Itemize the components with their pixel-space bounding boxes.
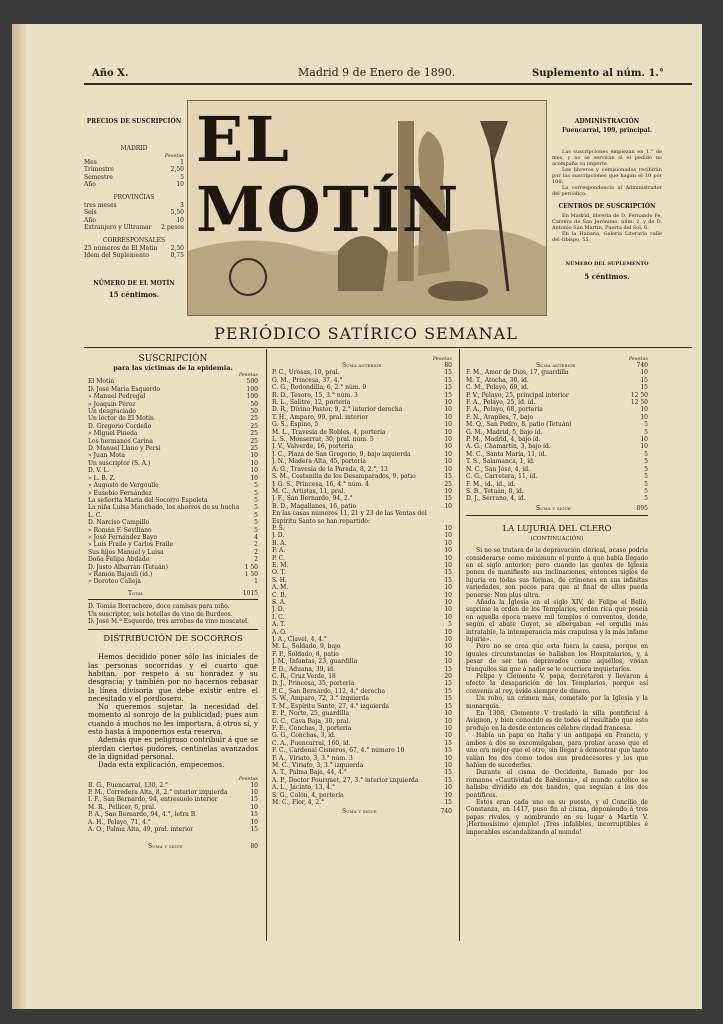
distribution-row: G. M., Princesa, 37, 4.° 15 <box>272 376 452 384</box>
distribution-row: C. A., Fuencarral, 160, íd. 15 <box>272 739 452 747</box>
admin-note: Los libreros y comisionados recibirán por las suscripciones que hagan el 10 por 100. <box>552 166 662 185</box>
distribution-row: F. P., Soldado, 8, patio 10 <box>272 650 452 658</box>
distribution-row: J. F., San Bernardo, 94, 2.° 15 <box>272 495 452 503</box>
col2-suma-sigue: Suma y sigue 740 <box>342 808 452 816</box>
price-row: Idem del Suplemento 0,75 <box>84 252 184 260</box>
distribution-row: M. L., Soldado, 9, bajo 10 <box>272 643 452 651</box>
distribution-row: P. C. 10 <box>272 554 452 562</box>
distribution-row: M. C., Viriato, 3, 3.° izquierda 10 <box>272 761 452 769</box>
distribution-row: F. M., íd., íd., íd. 5 <box>466 480 648 488</box>
page-spine <box>12 24 26 1009</box>
distribution-row: C. G., Redondilla, 6, 2.° núm. 9 15 <box>272 384 452 392</box>
centro-item: En la Habana, Galería Literaria calle del Obispo, 55. <box>552 231 662 244</box>
distribution-row: C. R., Cruz Verde, 18 20 <box>272 673 452 681</box>
pesetas-label: Pesetas <box>164 152 184 159</box>
admin-note: La correspondencia al Administrador del periódico. <box>552 184 662 197</box>
distribution-row: S. H. 15 <box>272 576 452 584</box>
distribution-row: A. O. 10 <box>272 628 452 636</box>
column-1 <box>88 354 258 851</box>
subscription-row: Un lector de El Motín 25 <box>88 415 258 423</box>
column-3 <box>466 356 648 836</box>
price-row: Año 10 <box>84 216 184 224</box>
subscription-row: L. C. 5 <box>88 511 258 519</box>
distribution-row: T. S., Salamanca, 1, íd. 5 <box>466 458 648 466</box>
centros-list <box>552 213 662 243</box>
price-row: Semestre 5 <box>84 173 184 181</box>
admin-address: Fuencarral, 109, principal. <box>562 127 652 135</box>
admin-box <box>552 118 662 280</box>
distribution-row: J. M., Infantas, 23, guardilla 10 <box>272 658 452 666</box>
subscription-row: » Juan Mota 10 <box>88 452 258 460</box>
donation-note: Un suscriptor, seis botellas de vino de Burdeos. <box>88 610 233 618</box>
provincias-price-list <box>84 202 184 232</box>
distribution-row: I. F., San Bernardo, 94, entresuelo interior 15 <box>88 796 258 804</box>
admin-note: Las suscripciones empiezan en 1.° de mes, y no se servirán si el pedido no acompaña su importe. <box>552 148 662 167</box>
distribution-row: L. S., Monserrat, 30, pral. núm. 5 10 <box>272 436 452 444</box>
distribution-row: C. B. 10 <box>272 591 452 599</box>
donation-note: D. José M.ª Esquerdo, tres arrobas de vino moscatel. <box>88 618 249 625</box>
subscription-row: Los hermanos Carina 25 <box>88 437 258 445</box>
distribution-row: D. J., Serrano, 4, íd. 5 <box>466 495 648 503</box>
distribution-row: E. P., Norte, 25, guardilla 10 <box>272 710 452 718</box>
distribution-row: T. H., Amparo, 99, pral. interior 10 <box>272 413 452 421</box>
distribution-row: P. C., San Bernardo, 112, 4.° derecha 15 <box>272 687 452 695</box>
distribution-row: J. D. 10 <box>272 606 452 614</box>
subscription-total: Total 1015 <box>128 589 258 597</box>
distribution-row: J. V., Valverde, 16, portería 10 <box>272 443 452 451</box>
distribution-row: M. C., Artistas, 11, pral. 10 <box>272 487 452 495</box>
distribution-list <box>88 782 258 834</box>
distribution-row: B. D., Magallanes, 16, patio 10 <box>272 502 452 510</box>
price-row: tres meses 3 <box>84 201 184 209</box>
distribution-row: F. A., Pelayo, 68, portería 10 <box>466 406 648 414</box>
distribution-row: F. A., Viriato, 3, 3.° núm. 3 10 <box>272 754 452 762</box>
distribution-row: J. D. 10 <box>272 532 452 540</box>
subscription-heading: SUSCRIPCIÓN <box>138 354 208 364</box>
distribution-row: P. M., Corredera Alta, 8, 2.° interior izquierda 10 <box>88 788 258 796</box>
distribution-row: A. G., Chamartín, 3, bajo íd. 10 <box>466 443 648 451</box>
distribution-row: S. B., Tetuán, 8, íd. 5 <box>466 487 648 495</box>
distribution-row: P. C., Urosas, 10, pral. 15 <box>272 369 452 377</box>
subscription-row: » Augusto de Vergoulle 5 <box>88 482 258 490</box>
distribution-row: N. C., San José, 4, íd. 5 <box>466 465 648 473</box>
top-body-rule <box>84 347 692 348</box>
issue-price-heading: NÚMERO DE EL MOTÍN <box>93 279 175 287</box>
subscription-row: D. V. L. 10 <box>88 467 258 475</box>
subscription-row: » Román F. Sevillano 5 <box>88 526 258 534</box>
article-text <box>466 547 648 836</box>
subscription-row: D. Narciso Campillo 5 <box>88 519 258 527</box>
distribution-row: P. M., Madrid, 4, bajo íd. 10 <box>466 436 648 444</box>
distribution-paragraph: No queremos sujetar la necesidad del momento al sonrojo de la publicidad; pues aun cuando á muchos no les importara, á otros sí, y esto basta á imponernos esta reserva. <box>88 703 258 737</box>
distribution-paragraph: Hemos decidido poner sólo las iniciales de las personas socorridas y el cuarto que habitan, por respeto á su honradez y su desgracia; y también por no hacernos rebasar la línea divisoria que debe existir entre el necesitado y el pordiosero. <box>88 653 258 703</box>
subscription-row: La niña Luisa Manchado, los ahorros de su hucha 5 <box>88 504 258 512</box>
distribution-row: G. S., Espino, 5 10 <box>272 421 452 429</box>
subscription-row: Un suscriptor (S. A.) 10 <box>88 459 258 467</box>
col3-suma-sigue: Suma y sigue 895 <box>536 504 648 512</box>
distribution-row: S. W., Amparo, 72, 3.° izquierda 15 <box>272 695 452 703</box>
distribution-row: J. N., Madera Alta, 45, portería 10 <box>272 458 452 466</box>
distribution-row: G. M., Madrid, 5, bajo íd. 5 <box>466 428 648 436</box>
donation-notes <box>88 603 258 625</box>
distribution-row: I. C. 10 <box>272 613 452 621</box>
corresponsales-price-list <box>84 245 184 260</box>
article-subheading: (CONTINUACIÓN) <box>530 536 584 543</box>
subscription-row: » L. B. Z. 10 <box>88 474 258 482</box>
distribution-row: M. R., Pellicer, 6, pral. 10 <box>88 803 258 811</box>
provincias-heading: PROVINCIAS <box>113 194 155 202</box>
masthead-illustration <box>187 100 547 316</box>
distribution-row: F. A., Pelayo, 25, íd. íd. 12 50 <box>466 399 648 407</box>
centros-heading: CENTROS DE SUSCRIPCIÓN <box>558 202 656 210</box>
subscription-row: D. José María Esquerdo 100 <box>88 385 258 393</box>
distribution-row: G. G., Conchas, 3, íd. 10 <box>272 732 452 740</box>
distribution-row: G. C., Cava Baja, 30, pral. 10 <box>272 717 452 725</box>
distribution-row: O. T. 15 <box>272 569 452 577</box>
col2-suma-anterior: Suma anterior 80 <box>342 362 452 369</box>
subscription-list <box>88 378 258 585</box>
col1-suma-sigue: Suma y sigue 80 <box>148 843 258 851</box>
article-heading: LA LUJURIA DEL CLERO <box>502 524 612 535</box>
price-row: Año 10 <box>84 181 184 189</box>
distribution-row: S. G., Colón, 4, portería 10 <box>272 791 452 799</box>
article-paragraph: Durante el cisma de Occidente, llamado por los romanos «Cautividad de Babilonia», el mundo católico se hallaba dividido en dos bandos, que seguían á los dos pontífices. <box>466 769 648 799</box>
distribution-row: A. M. 10 <box>272 584 452 592</box>
article-paragraph: Si no se tratara de la depravación clerical, acaso podría considerarse como máximum el punto á que había llegado en el siglo anterior; pero cuando las gentes de Iglesia ponen de manifiesto sus inclinaciones, entonces siglos de lujuria en todas sus formas, de crímenes en sus infinitas variedades, son pocos para que al final de ellos pueda ponerse: Non plus ultra. <box>466 547 648 599</box>
distribution-row: B. A. 10 <box>272 539 452 547</box>
supplement-price: 5 céntimos. <box>584 271 630 281</box>
distribution-row: F. E., Conchas, 3, portería 10 <box>272 724 452 732</box>
distribution-row: A. H., Pelayo, 71, 4.° 10 <box>88 818 258 826</box>
admin-heading: ADMINISTRACIÓN <box>574 118 640 125</box>
subscription-row: D. Manuel Llano y Persi 25 <box>88 445 258 453</box>
distribution-row: T. M., Espíritu Santo, 27, 4.° izquierda 15 <box>272 702 452 710</box>
column-rule-1 <box>266 349 267 941</box>
col3-pesetas-label: Pesetas <box>628 356 648 362</box>
subscription-row: » Joaquín Pérez 50 <box>88 400 258 408</box>
distribution-row: M. C., Santa María, 11, íd. 5 <box>466 450 648 458</box>
distribution-row: A. T. 5 <box>272 621 452 629</box>
subscription-row: » José Fernández Bayo 4 <box>88 533 258 541</box>
price-row: Trimestre 2,50 <box>84 166 184 174</box>
distribution-row: M. Q., San Pedro, 8, patio (Tetuán) 5 <box>466 421 648 429</box>
subscription-row: » Eusebio Fernández 5 <box>88 489 258 497</box>
distribution-row: S. M., Costanilla de los Desamparados, 9, patio 15 <box>272 473 452 481</box>
issue-price: 15 céntimos. <box>108 290 160 300</box>
distribution-row: M. C., Flor, 4, 2.° 15 <box>272 798 452 806</box>
admin-notes <box>552 149 662 197</box>
price-row: Mes 1 <box>84 158 184 166</box>
subscription-row: D. Justo Albarrán (Tetuán) 1 50 <box>88 563 258 571</box>
distribution-row: M. T., Atocha, 30, íd. 15 <box>466 376 648 384</box>
subscription-row: D. Gregorio Cordeño 25 <box>88 422 258 430</box>
distribution-row: P. A., San Bernardo, 94, 4.°, letra B. 15 <box>88 811 258 819</box>
distribution-row: J. G. S., Princesa, 16, 4.° núm. 4 25 <box>272 480 452 488</box>
article-paragraph: En 1308, Clemente V trasladó la silla pontificial á Avignon, y bien conocido es de todos el resultado que esto produjo en la desde entonces célebre ciudad francesa. <box>466 710 648 732</box>
subscription-row: » Manuel Pedregal 100 <box>88 393 258 401</box>
subscription-row: Un desgraciado 50 <box>88 408 258 416</box>
distribution-row: F. M., Amor de Dios, 17, guardilla 10 <box>466 369 648 377</box>
article-paragraph: Pero no se crea que esta fuera la causa, porque en iguales circunstancias se hallaban los Hospitalarios, y, á pesar de ser tan depravados como aquéllos, vivían tranquilos sin que á nadie se le ocurriera inquietarlos. <box>466 643 648 673</box>
price-row: Extranjero y Ultramar 2 pesos <box>84 224 184 232</box>
distribution-paragraph: Además que es peligroso contribuir á que se pierdan ciertos pudores, centinelas avanzados de la dignidad personal. <box>88 736 258 761</box>
distribution-row: D. R., Divino Pastor, 9, 2.° interior derecha 10 <box>272 406 452 414</box>
article-paragraph: Estos eran cada uno en su puesto, y el Concilio de Constanza, en 1417, puso fin al cisma, deponiendo á tres papas rivales, y nombrando en su lugar á Martín V. ¡Hermosísimo ejemplo! ¡Tres infalibles, incorruptibles é impecables escandalizando al mundo! <box>466 798 648 836</box>
subscription-subheading: para las víctimas de la epidemia. <box>113 364 233 372</box>
distribution-row: F. N., Arapiles, 7, bajo 10 <box>466 413 648 421</box>
subscription-row: Doña Felipa Abdado 2 <box>88 556 258 564</box>
column-rule-2 <box>459 349 460 941</box>
prices-box <box>84 118 184 299</box>
prices-heading: PRECIOS DE SUSCRIPCIÓN <box>86 118 182 125</box>
col2-pesetas-label: Pesetas <box>432 356 452 362</box>
subscription-row: Sus hijos Manuel y Luisa 2 <box>88 548 258 556</box>
madrid-price-list <box>84 159 184 189</box>
distribution-row: P. V., Pelayo, 25, principal interior 12 50 <box>466 391 648 399</box>
distribution-text <box>88 653 258 769</box>
centro-item: En Madrid, librería de D. Fernando Fe, Carrera de San Jerónimo, núm. 2, y de D. Antonio San Martín, Puerta del Sol, 6. <box>552 213 662 232</box>
subscription-row: » Ramón Bajauli (íd.) 1 50 <box>88 570 258 578</box>
column-2 <box>272 356 452 816</box>
masthead-subtitle: PERIÓDICO SATÍRICO SEMANAL <box>214 324 518 343</box>
col3-suma-anterior: Suma anterior 740 <box>536 362 648 369</box>
distribution-row: F. C., Cardenal Cisneros, 67, 4.° número 10 15 <box>272 747 452 755</box>
distribution-list-2 <box>272 369 452 806</box>
distribution-row: A. T., Palma Baja, 44, 4.° 15 <box>272 769 452 777</box>
issue-date: Madrid 9 de Enero de 1890. <box>298 66 456 79</box>
distribution-row: J. C., Plaza de San Gregorio, 9, bajo izquierda 10 <box>272 450 452 458</box>
distribution-row: B. G., Fuencarral, 130, 2.° 10 <box>88 781 258 789</box>
distribution-row: D. J., Princesa, 35, portería 15 <box>272 680 452 688</box>
donation-note: D. Tomás Borrachero, doce camisas para niño. <box>88 603 230 611</box>
distribution-row: En las casas números 11, 21 y 23 de las Ventas del Espíritu Santo se han repartido: <box>272 510 427 525</box>
masthead-title: EL MOTÍN <box>196 103 461 246</box>
distribution-row: A. L., Jacinto, 13, 4.° 10 <box>272 784 452 792</box>
distribution-row: A. G., Travesía de la Parada, 8, 2.°, 13 10 <box>272 465 452 473</box>
subscription-row: El Motín 500 <box>88 378 258 386</box>
distribution-row: F. A. 10 <box>272 547 452 555</box>
distribution-list-3 <box>466 369 648 502</box>
distribution-row: R. L., Salitre, 12, portería 10 <box>272 399 452 407</box>
distribution-row: E. M. 10 <box>272 561 452 569</box>
article-paragraph: Añada la Iglesia en el siglo XIV, de Felipe el Bello, suprime la orden de los Templarios, orden rica que poseía en aquella época nueve mil templos ó conventos, donde, según el abate Guyot, se albergaban «el orgullo más intratable, la intemperancia más crapulosa y la más infame lujuria». <box>466 598 648 643</box>
distribution-row: J. A., Clavel, 4, 4.° 10 <box>272 636 452 644</box>
distribution-row: M. L., Travesía de Robles, 4, portería 10 <box>272 428 452 436</box>
subscription-row: La señorita María del Socorro Espeleta 5 <box>88 496 258 504</box>
distribution-row: A. O., Palma Alta, 49, pral. interior 15 <box>88 826 258 833</box>
col1-pesetas-label: Pesetas <box>238 372 258 379</box>
article-paragraph: Felipe y Clemente V, papa, decretaron y llevaron á efecto la desaparición de los Templarios, porque así convenía al rey, ávido siempre de dinero. <box>466 673 648 695</box>
distribution-row: C. M., Pelayo, 69, íd. 15 <box>466 384 648 392</box>
subscription-row: » Doroteo Calleja 1 <box>88 578 258 586</box>
article-paragraph: Había un papa en Italia y un antipapa en Francia, y ambos á dos se excomulgaban, para probar acaso que el uno era mejor que el otro, sin llegar á demostrar que tanto valían los dos como todos sus predecesores y los que habían de sucederles. <box>466 732 648 769</box>
article-paragraph: Un robo, un crimen más, cometido por la Iglesia y la monarquía. <box>466 695 648 710</box>
header-rule <box>84 83 692 85</box>
distribution-row: S. A. 10 <box>272 599 452 606</box>
distribution-row: P. S. 10 <box>272 524 452 532</box>
distribution-row: A. P., Doctor Fourquet, 27, 3.° interior izquierda 15 <box>272 776 452 784</box>
distribution-heading: DISTRIBUCIÓN DE SOCORROS <box>103 634 243 645</box>
distribution-paragraph: Dada esta explicación, empecemos. <box>98 761 225 770</box>
col1-pesetas-label-2: Pesetas <box>238 775 258 782</box>
price-row: 25 números de El Motín 2,50 <box>84 244 184 252</box>
subscription-row: » Luis Fraile y Carlos Fraile 2 <box>88 541 258 549</box>
corresponsales-heading: CORRESPONSALES <box>102 237 166 245</box>
supplement-price-heading: NÚMERO DEL SUPLEMENTO <box>565 261 649 268</box>
issue-year: Año X. <box>92 68 129 79</box>
price-row: Seis 5,50 <box>84 209 184 217</box>
supplement-number: Suplemento al núm. 1.° <box>532 68 664 79</box>
distribution-row: C. G., Carretera, 11, íd. 5 <box>466 473 648 481</box>
subscription-row: » Miguel Pineda 25 <box>88 430 258 438</box>
distribution-row: P. D., Aduana, 39, íd. 15 <box>272 665 452 673</box>
distribution-row: R. D., Tesoro, 15, 3.° núm. 3 15 <box>272 391 452 399</box>
madrid-heading: MADRID <box>120 145 148 153</box>
newspaper-page <box>12 24 702 1009</box>
